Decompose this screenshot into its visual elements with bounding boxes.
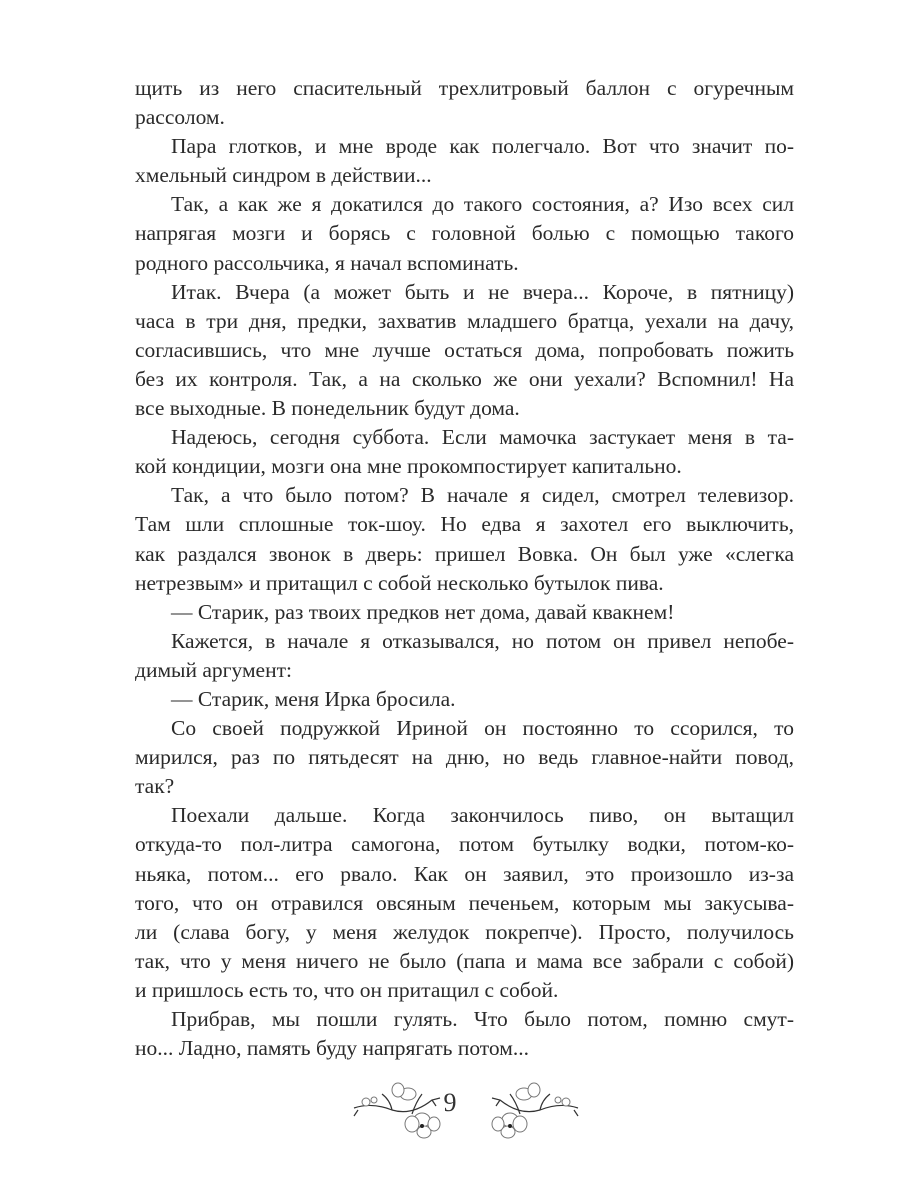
text-line: Поехали дальше. Когда закончилось пиво, он вытащил xyxy=(171,803,794,828)
text-line: часа в три дня, предки, захватив младшего братца, уехали на дачу, xyxy=(135,308,794,333)
text-line: димый аргумент: xyxy=(135,657,292,682)
text-line: без их контроля. Так, а на сколько же они уехали? Вспомнил! На xyxy=(135,366,794,391)
text-line: нетрезвым» и притащил с собой несколько бутылок пива. xyxy=(135,570,664,595)
text-line: родного рассольчика, я начал вспоминать. xyxy=(135,250,519,275)
text-line: Итак. Вчера (а может быть и не вчера... Короче, в пятницу) xyxy=(171,279,794,304)
paragraph xyxy=(135,627,794,685)
text-line: Со своей подружкой Ириной он постоянно то ссорился, то xyxy=(171,716,794,741)
paragraph xyxy=(135,423,794,481)
text-line: кой кондиции, мозги она мне прокомпостирует капитально. xyxy=(135,454,682,479)
text-line: согласившись, что мне лучше остаться дома, попробовать пожить xyxy=(135,337,794,362)
page-footer xyxy=(0,1080,900,1140)
text-line: мирился, раз по пятьдесят на дню, но ведь главное-найти повод, xyxy=(135,745,794,770)
text-line: — Старик, меня Ирка бросила. xyxy=(171,686,456,711)
text-line: Пара глотков, и мне вроде как полегчало. Вот что значит по- xyxy=(171,134,794,159)
text-line: щить из него спасительный трехлитровый баллон с огуречным xyxy=(135,76,794,100)
text-line: как раздался звонок в дверь: пришел Вовка. Он был уже «слегка xyxy=(135,541,794,566)
paragraph xyxy=(135,598,794,627)
text-line: хмельный синдром в действии... xyxy=(135,163,432,188)
text-line: так? xyxy=(135,774,175,799)
text-line: и пришлось есть то, что он притащил с собой. xyxy=(135,977,559,1002)
paragraph xyxy=(135,190,794,277)
text-line: Надеюсь, сегодня суббота. Если мамочка застукает меня в та- xyxy=(171,425,794,450)
text-line: ньяка, потом... его рвало. Как он заявил, это произошло из-за xyxy=(135,861,794,886)
page-body-text xyxy=(135,74,794,1063)
paragraph xyxy=(135,714,794,801)
text-line: рассолом. xyxy=(135,105,225,130)
paragraph xyxy=(135,1005,794,1063)
text-line: но... Ладно, память буду напрягать потом... xyxy=(135,1036,529,1061)
text-line: ли (слава богу, у меня желудок покрепче). Просто, получилось xyxy=(135,919,794,944)
text-line: — Старик, раз твоих предков нет дома, давай квакнем! xyxy=(171,599,675,624)
text-line: напрягая мозги и борясь с головной болью с помощью такого xyxy=(135,221,794,246)
text-line: Там шли сплошные ток-шоу. Но едва я захотел его выключить, xyxy=(135,512,794,537)
text-line: откуда-то пол-литра самогона, потом бутылку водки, потом-ко- xyxy=(135,832,794,857)
floral-ornament-right-icon xyxy=(488,1080,580,1140)
paragraph xyxy=(135,132,794,190)
floral-ornament-left-icon xyxy=(352,1080,444,1140)
paragraph xyxy=(135,481,794,597)
text-line: Кажется, в начале я отказывался, но потом он привел непобе- xyxy=(171,628,794,653)
paragraph xyxy=(135,74,794,132)
text-line: Прибрав, мы пошли гулять. Что было потом, помню смут- xyxy=(171,1007,794,1031)
text-line: так, что у меня ничего не было (папа и мама все забрали с собой) xyxy=(135,948,794,973)
paragraph xyxy=(135,685,794,714)
text-line: Так, а что было потом? В начале я сидел, смотрел телевизор. xyxy=(171,483,794,508)
text-line: все выходные. В понедельник будут дома. xyxy=(135,396,520,421)
paragraph xyxy=(135,801,794,1005)
text-line: Так, а как же я докатился до такого состояния, а? Изо всех сил xyxy=(171,192,794,217)
text-line: того, что он отравился овсяным печеньем, которым мы закусыва- xyxy=(135,890,794,915)
page-number: 9 xyxy=(443,1088,457,1117)
paragraph xyxy=(135,278,794,423)
